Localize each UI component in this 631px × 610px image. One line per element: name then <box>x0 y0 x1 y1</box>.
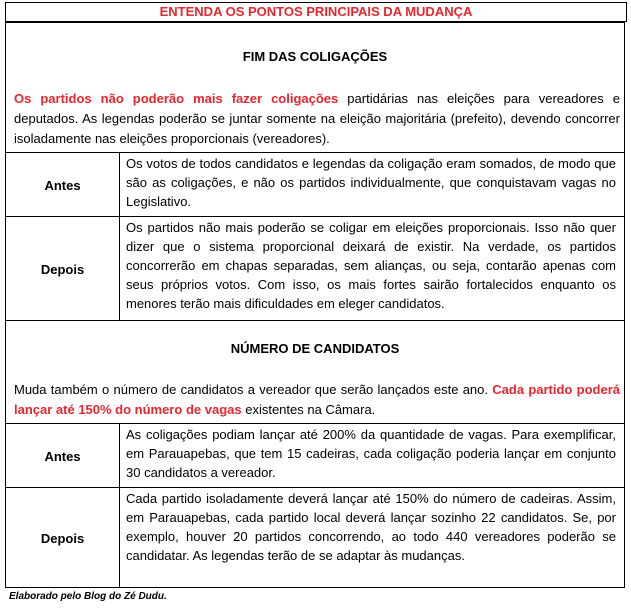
row-text: Os partidos não mais poderão se coligar em eleições proporcionais. Isso não quer dizer que o sistema proporcional deixará de existir. Na verdade, os partidos concorrerão em chapas separadas, sem alianças, ou seja, contarão apenas com seus próprios votos. Com isso, os mais fortes sairão fortalecidos enquanto os menores terão mais dificuldades em eleger candidatos. <box>126 220 616 311</box>
section-title-candidatos: NÚMERO DE CANDIDATOS <box>230 341 400 356</box>
page-header: ENTENDA OS PONTOS PRINCIPAIS DA MUDANÇA <box>5 2 627 22</box>
footer-credit: Elaborado pelo Blog do Zé Dudu. <box>9 591 167 602</box>
section-intro-candidatos <box>14 380 620 420</box>
row-text: As coligações podiam lançar até 200% da quantidade de vagas. Para exemplificar, em Parauapebas, que tem 15 cadeiras, cada coligação poderia lançar em conjunto 30 candidatos a vereador. <box>126 427 616 480</box>
row-depois-candidatos <box>6 487 624 588</box>
content-box <box>5 22 625 588</box>
row-antes-candidatos <box>6 423 624 488</box>
row-antes-coligacoes <box>6 152 624 217</box>
row-text: Os votos de todos candidatos e legendas da coligação eram somados, de modo que são as coligações, e não os partidos individualmente, que conquistavam vagas no Legislativo. <box>126 156 616 209</box>
highlight-text: Os partidos não poderão mais fazer coligações <box>14 91 339 106</box>
row-label: Antes <box>6 424 120 488</box>
intro-text: partidárias nas eleições para vereadores e deputados. As legendas poderão se juntar somente na eleição majoritária (prefeito), devendo concorrer isoladamente nas eleições proporcionais (vereadores). <box>14 91 620 146</box>
section-divider <box>6 320 624 321</box>
row-depois-coligacoes <box>6 216 624 321</box>
highlight-text: Cada partido poderá lançar até 150% do número de vagas <box>14 382 620 417</box>
section-title-coligacoes: FIM DAS COLIGAÇÕES <box>242 49 388 64</box>
row-label: Depois <box>6 488 120 588</box>
row-label: Depois <box>6 217 120 321</box>
section-intro-coligacoes <box>14 89 620 149</box>
intro-text: Muda também o número de candidatos a vereador que serão lançados este ano. <box>14 382 493 397</box>
row-label: Antes <box>6 153 120 217</box>
intro-text: existentes na Câmara. <box>241 402 376 417</box>
row-text: Cada partido isoladamente deverá lançar até 150% do número de cadeiras. Assim, em Parauapebas, cada partido local deverá lançar sozinho 22 candidatos. Se, por exemplo, houver 20 partidos concorrendo, ao todo 440 vereadores poderão se candidatar. As legendas terão de se adaptar às mudanças. <box>126 491 616 563</box>
